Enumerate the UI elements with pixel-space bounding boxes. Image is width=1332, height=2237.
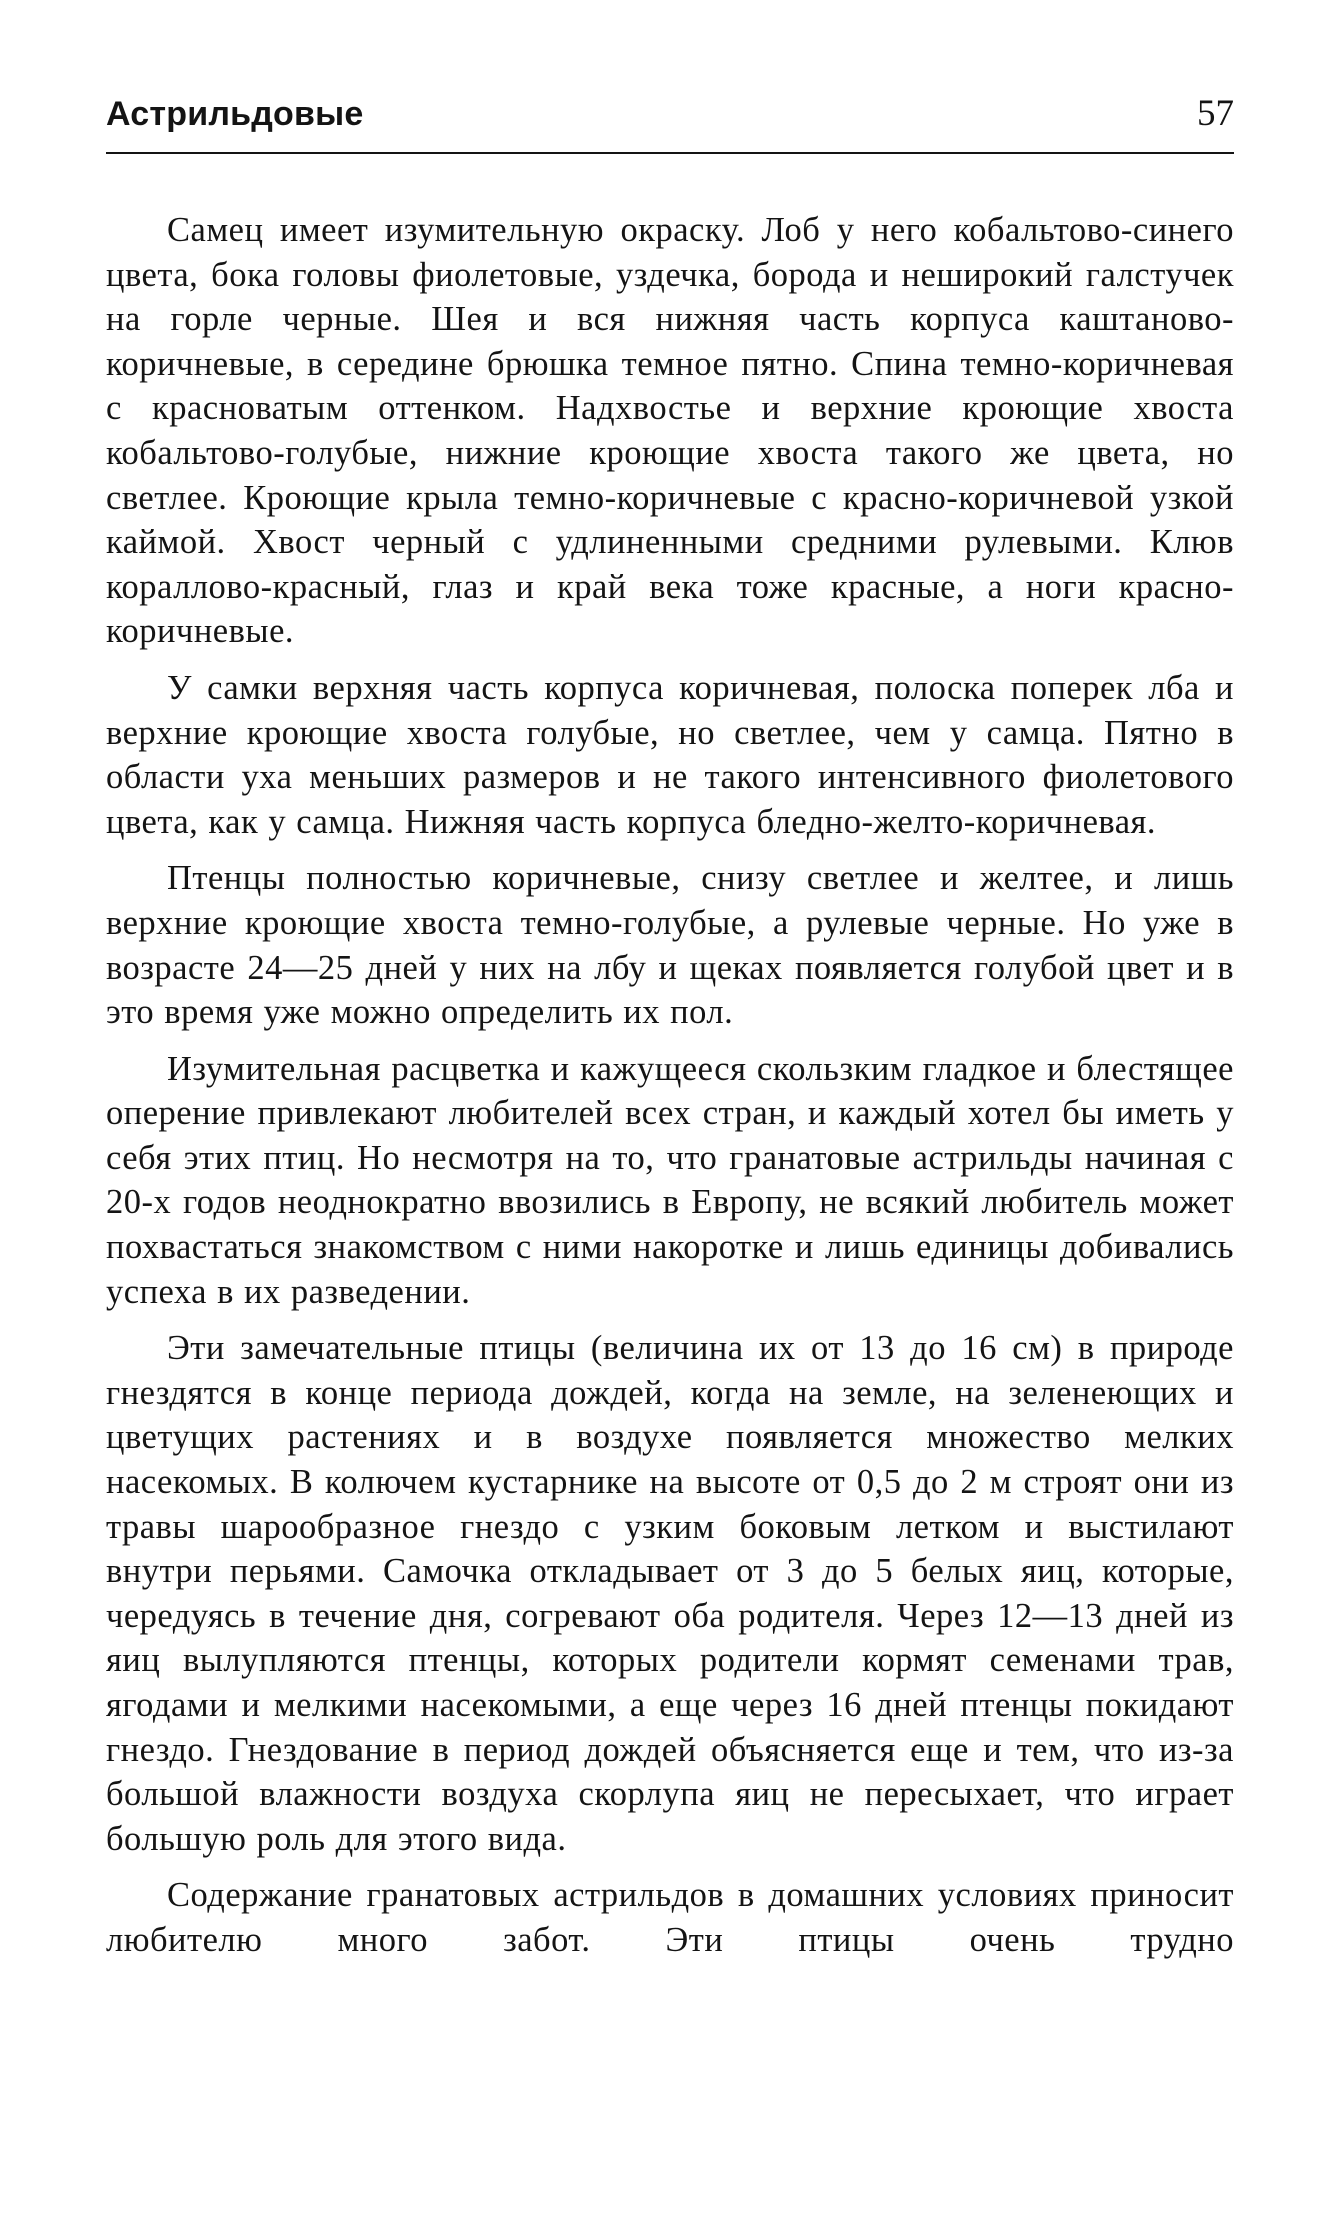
paragraph-female-coloring: У самки верхняя часть корпуса коричневая, полоска поперек лба и верхние кроющие хвоста голубые, но светлее, чем у самца. Пятно в области уха меньших размеров и не такого интенсивного фиолетового цвета, как у самца. Нижняя часть корпуса бледно-желто-коричневая. — [106, 668, 1234, 841]
paragraph-male-coloring: Самец имеет изумительную окраску. Лоб у него кобальтово-синего цвета, бока головы фиолетовые, уздечка, борода и неширокий галстучек на горле черные. Шея и вся нижняя часть корпуса каштаново-коричневые, в середине брюшка темное пятно. Спина темно-коричневая с красноватым оттенком. Надхвостье и верхние кроющие хвоста кобальтово-голубые, нижние кроющие хвоста такого же цвета, но светлее. Кроющие крыла темно-коричневые с красно-коричневой узкой каймой. Хвост черный с удлиненными средними рулевыми. Клюв кораллово-красный, глаз и край века тоже красные, а ноги красно-коричневые. — [106, 211, 1234, 651]
running-header — [106, 92, 1234, 148]
chapter-title: Астрильдовые — [106, 95, 364, 133]
page-number: 57 — [1197, 93, 1234, 134]
paragraph-nesting: Эти замечательные птицы (величина их от 13 до 16 см) в природе гнездятся в конце периода дождей, когда на земле, на зеленеющих и цветущих растениях и в воздухе появляется множество мелких насекомых. В колючем кустарнике на высоте от 0,5 до 2 м строят они из травы шарообразное гнездо с узким боковым летком и выстилают внутри перьями. Самочка откладывает от 3 до 5 белых яиц, которые, чередуясь в течение дня, согревают оба родителя. Через 12—13 дней из яиц вылупляются птенцы, которых родители кормят семенами трав, ягодами и мелкими насекомыми, а еще через 16 дней птенцы покидают гнездо. Гнездование в период дождей объясняется еще и тем, что из-за большой влажности воздуха скорлупа яиц не пересыхает, что играет большую роль для этого вида. — [106, 1329, 1234, 1858]
paragraph-captivity: Содержание гранатовых астрильдов в домашних условиях приносит любителю много забот. Эти птицы очень трудно — [106, 1876, 1234, 1959]
paragraph-popularity: Изумительная расцветка и кажущееся скользким гладкое и блестящее оперение привлекают любителей всех стран, и каждый хотел бы иметь у себя этих птиц. Но несмотря на то, что гранатовые астрильды начиная с 20-х годов неоднократно ввозились в Европу, не всякий любитель может похвастаться знакомством с ними накоротке и лишь единицы добивались успеха в их разведении. — [106, 1049, 1234, 1311]
header-rule — [106, 152, 1234, 154]
body-text — [106, 208, 1234, 1963]
paragraph-chicks: Птенцы полностью коричневые, снизу светлее и желтее, и лишь верхние кроющие хвоста темно-голубые, а рулевые черные. Но уже в возрасте 24—25 дней у них на лбу и щеках появляется голубой цвет и в это время уже можно определить их пол. — [106, 859, 1234, 1032]
book-page — [106, 92, 1234, 1963]
